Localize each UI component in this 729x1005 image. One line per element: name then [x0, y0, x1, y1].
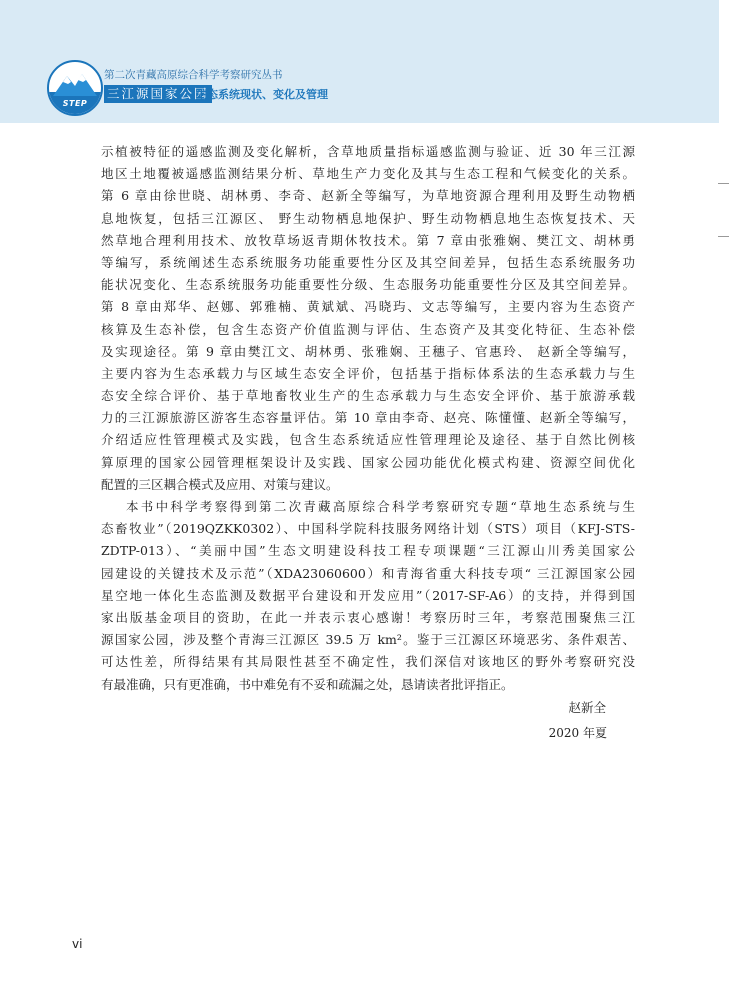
margin-mark-2 — [718, 236, 729, 237]
text-line: 地区土地覆被遥感监测结果分析、草地生产力变化及其与生态工程和气候变化的关系。 — [101, 166, 635, 182]
text-line: 算原理的国家公园管理框架设计及实践、国家公园功能优化模式构建、资源空间优化 — [101, 454, 635, 470]
margin-mark-1 — [718, 183, 729, 184]
text-line: 可达性差，所得结果有其局限性甚至不确定性，我们深信对该地区的野外考察研究没 — [101, 654, 635, 670]
text-line: 配置的三区耦合模式及应用、对策与建议。 — [101, 476, 339, 492]
author-signature: 赵新全 — [568, 700, 606, 715]
text-line: 态畜牧业”（2019QZKK0302）、中国科学院科技服务网络计划（STS）项目（KFJ-STS- — [101, 521, 635, 537]
text-line: 能状况变化、生态系统服务功能重要性分级、生态服务功能重要性分区及其空间差异。 — [101, 277, 635, 293]
book-title: 三江源国家公园 — [104, 85, 212, 103]
text-line: 息地恢复，包括三江源区、 野生动物栖息地保护、野生动物栖息地生态恢复技术、天 — [101, 210, 635, 226]
logo-text: STEP — [62, 99, 88, 108]
text-line: 第 6 章由徐世晓、胡林勇、李奇、赵新全等编写，为草地资源合理利用及野生动物栖 — [101, 188, 635, 204]
text-line: 主要内容为生态承载力与区域生态安全评价，包括基于指标体系法的生态承载力与生 — [101, 365, 635, 381]
series-title: 第二次青藏高原综合科学考察研究丛书 — [104, 69, 283, 81]
text-line: 示植被特征的遥感监测及变化解析，含草地质量指标遥感监测与验证、近 30 年三江源 — [101, 144, 635, 159]
page-number: vi — [72, 937, 83, 951]
book-subtitle: 生态系统现状、变化及管理 — [196, 88, 328, 101]
text-line: 核算及生态补偿，包含生态资产价值监测与评估、生态资产及其变化特征、生态补偿 — [101, 321, 635, 337]
step-logo — [47, 60, 103, 116]
text-line: 然草地合理利用技术、放牧草场返青期休牧技术。第 7 章由张雅娴、樊江文、胡林勇 — [101, 232, 635, 248]
text-line: ZDTP-013）、“美丽中国”生态文明建设科技工程专项课题“三江源山川秀美国家公 — [101, 543, 635, 559]
text-line: 本书中科学考察得到第二次青藏高原综合科学考察研究专题“草地生态系统与生 — [126, 499, 635, 514]
text-line: 及实现途径。第 9 章由樊江文、胡林勇、张雅娴、王穗子、官惠玲、 赵新全等编写， — [101, 343, 635, 359]
text-line: 力的三江源旅游区游客生态容量评估。第 10 章由李奇、赵亮、陈懂懂、赵新全等编写， — [101, 410, 635, 426]
body-text — [101, 141, 635, 696]
signature-date: 2020 年夏 — [548, 726, 607, 740]
text-line: 家出版基金项目的资助，在此一并表示衷心感谢！考察历时三年，考察范围聚焦三江 — [101, 609, 635, 625]
text-line: 源国家公园，涉及整个青海三江源区 39.5 万 km²。鉴于三江源区环境恶劣、条件艰苦、 — [101, 632, 635, 648]
running-header — [0, 0, 719, 123]
text-line: 星空地一体化生态监测及数据平台建设和开发应用”（2017-SF-A6）的支持，并得到国 — [101, 587, 635, 603]
text-line: 有最准确，只有更准确，书中难免有不妥和疏漏之处，恳请读者批评指正。 — [101, 676, 514, 692]
text-line: 第 8 章由郑华、赵娜、郭雅楠、黄斌斌、冯晓玙、文志等编写，主要内容为生态资产 — [101, 299, 635, 315]
text-line: 态安全综合评价、基于草地畜牧业生产的生态承载力与生态安全评价、基于旅游承载 — [101, 388, 635, 404]
text-line: 介绍适应性管理模式及实践，包含生态系统适应性管理理论及途径、基于自然比例核 — [101, 432, 635, 448]
text-line: 园建设的关键技术及示范”（XDA23060600）和青海省重大科技专项“ 三江源国家公园 — [101, 565, 635, 581]
text-line: 等编写，系统阐述生态系统服务功能重要性分区及其空间差异，包括生态系统服务功 — [101, 254, 635, 270]
